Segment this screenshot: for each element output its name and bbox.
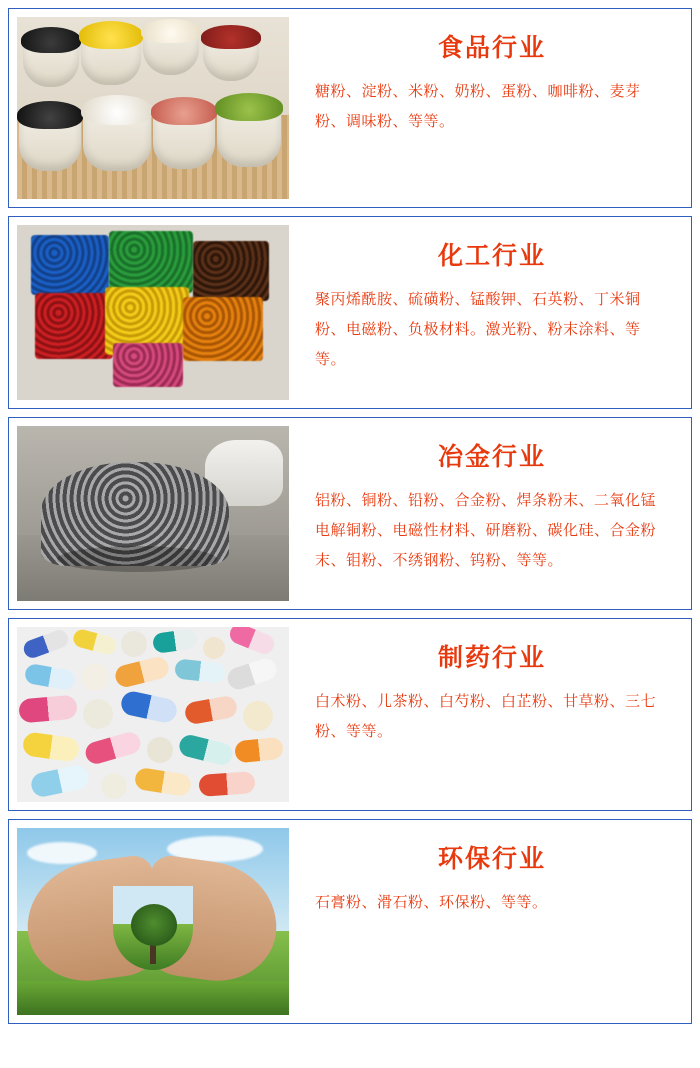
card-desc-food: 糖粉、淀粉、米粉、奶粉、蛋粉、咖啡粉、麦芽粉、调味粉、等等。 — [315, 83, 641, 130]
pill — [177, 733, 235, 767]
granules-blue — [31, 235, 109, 295]
card-title-environmental: 环保行业 — [437, 845, 546, 873]
pill — [198, 771, 255, 797]
card-title-food: 食品行业 — [437, 34, 546, 62]
industry-card-environmental — [8, 819, 692, 1024]
pharma-pills-photo — [17, 627, 289, 802]
industry-card-chemical — [8, 216, 692, 409]
food-card-media — [17, 17, 289, 199]
pill — [22, 731, 81, 763]
pill — [225, 656, 279, 692]
pill — [174, 658, 226, 683]
powder-pile-red — [201, 25, 261, 49]
metal-heap-shadow — [57, 546, 217, 572]
card-desc-pharmaceutical: 白术粉、儿茶粉、白芍粉、白芷粉、甘草粉、三七粉、等等。 — [315, 693, 657, 740]
card-desc-environmental: 石膏粉、滑石粉、环保粉、等等。 — [315, 894, 548, 911]
card-title-metallurgy: 冶金行业 — [437, 443, 546, 471]
tablet — [203, 637, 225, 659]
powder-pile-white — [81, 95, 153, 125]
industry-card-food — [8, 8, 692, 208]
pharmaceutical-card-body — [289, 627, 683, 753]
granules-orange — [183, 297, 263, 361]
powder-pile-yellow — [79, 21, 143, 49]
grass-field — [17, 981, 289, 1015]
pill — [24, 663, 77, 691]
powder-pile-pink — [151, 97, 217, 125]
pill — [227, 627, 277, 657]
metal-gravel-photo — [17, 426, 289, 601]
card-title-chemical: 化工行业 — [437, 242, 546, 270]
food-powders-photo — [17, 17, 289, 199]
environmental-card-body — [289, 828, 683, 924]
powder-pile-green — [215, 93, 283, 121]
chemical-card-body — [289, 225, 683, 381]
granules-brown — [193, 241, 269, 301]
chemical-granules-photo — [17, 225, 289, 400]
powder-pile-cream — [141, 19, 201, 43]
pill — [29, 763, 91, 799]
card-desc-chemical: 聚丙烯酰胺、硫磺粉、锰酸钾、石英粉、丁米铜粉、电磁粉、负极材料。激光粉、粉末涂料、等等。 — [315, 291, 641, 368]
food-card-body — [289, 17, 683, 143]
pill — [183, 695, 238, 726]
tablet — [243, 701, 273, 731]
tablet — [147, 737, 173, 763]
industry-card-pharmaceutical — [8, 618, 692, 811]
pill — [21, 628, 70, 661]
granules-green — [109, 231, 193, 293]
pill — [113, 655, 171, 689]
pill — [234, 737, 284, 764]
tablet — [83, 699, 113, 729]
granules-pink — [113, 343, 183, 387]
pill — [18, 695, 78, 724]
eco-hands-tree-photo — [17, 828, 289, 1015]
pill — [119, 689, 179, 724]
pill — [71, 628, 118, 657]
card-title-pharmaceutical: 制药行业 — [437, 644, 546, 672]
tree-canopy — [131, 904, 177, 946]
metallurgy-card-media — [17, 426, 289, 601]
powder-pile-black — [21, 27, 81, 53]
pharmaceutical-card-media — [17, 627, 289, 802]
powder-pile-black-2 — [17, 101, 83, 129]
granules-red — [35, 293, 113, 359]
pill — [134, 767, 193, 797]
environmental-card-media — [17, 828, 289, 1015]
chemical-card-media — [17, 225, 289, 400]
pill — [83, 730, 143, 767]
tablet — [101, 773, 127, 799]
pill — [152, 628, 198, 654]
metallurgy-card-body — [289, 426, 683, 582]
card-desc-metallurgy: 铝粉、铜粉、铅粉、合金粉、焊条粉末、二氧化锰电解铜粉、电磁性材料、研磨粉、碳化硅、合金粉末、钼粉、不绣钢粉、钨粉、等等。 — [315, 492, 657, 569]
cloud — [27, 842, 97, 864]
tablet — [81, 663, 109, 691]
industry-card-metallurgy — [8, 417, 692, 610]
tablet — [121, 631, 147, 657]
